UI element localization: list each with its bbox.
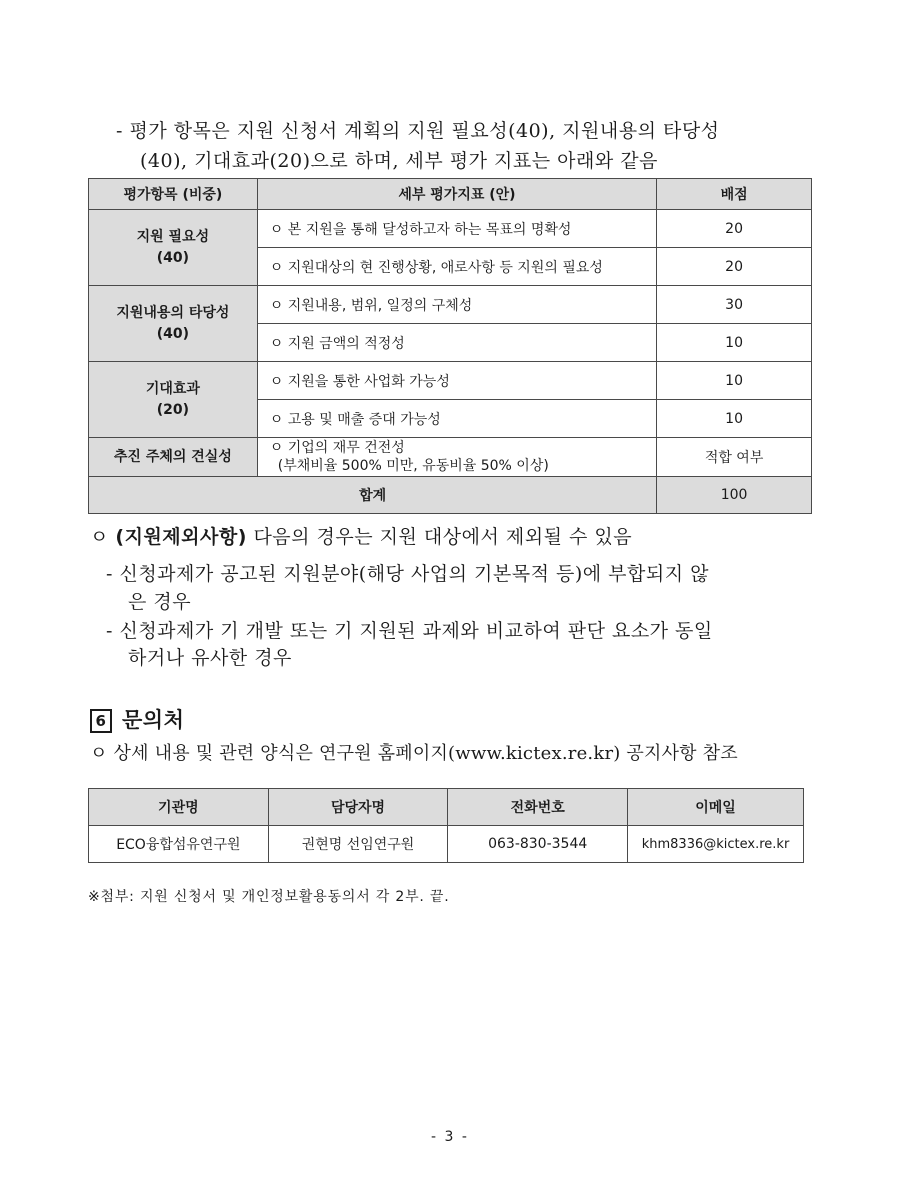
eval-indicator: ㅇ 지원을 통한 사업화 가능성 <box>257 362 656 400</box>
exclusion-item-2-line-1: - 신청과제가 기 개발 또는 기 지원된 과제와 비교하여 판단 요소가 동일 <box>106 620 713 642</box>
eval-indicator: ㅇ 지원대상의 현 진행상황, 애로사항 등 지원의 필요성 <box>257 248 656 286</box>
eval-score: 적합 여부 <box>657 438 812 477</box>
table-row <box>89 210 812 248</box>
contact-phone: 063-830-3544 <box>448 826 628 863</box>
eval-total-row <box>89 477 812 514</box>
page-number: - 3 - <box>431 1129 469 1145</box>
exclusion-heading <box>90 524 632 550</box>
eval-indicator: ㅇ 지원 금액의 적정성 <box>257 324 656 362</box>
evaluation-table <box>88 178 812 514</box>
eval-score: 30 <box>657 286 812 324</box>
eval-category-cell <box>89 286 258 362</box>
eval-category-weight: (40) <box>156 249 190 266</box>
eval-total-score: 100 <box>657 477 812 514</box>
eval-category-weight: (20) <box>156 401 190 418</box>
contact-header-person: 담당자명 <box>268 789 448 826</box>
eval-total-label: 합계 <box>89 477 657 514</box>
contact-email: khm8336@kictex.re.kr <box>628 826 804 863</box>
contact-org: ECO융합섬유연구원 <box>89 826 269 863</box>
exclusion-item-2-line-2: 하거나 유사한 경우 <box>128 647 292 669</box>
intro-line-1: - 평가 항목은 지원 신청서 계획의 지원 필요성(40), 지원내용의 타당성 <box>116 120 720 142</box>
contact-info-line: ㅇ 상세 내용 및 관련 양식은 연구원 홈페이지(www.kictex.re.kr) 공지사항 참조 <box>90 743 738 764</box>
eval-category-cell <box>89 210 258 286</box>
intro-line-2: (40), 기대효과(20)으로 하며, 세부 평가 지표는 아래와 같음 <box>140 150 658 172</box>
exclusion-title: (지원제외사항) <box>115 526 247 548</box>
contact-table <box>88 788 804 863</box>
eval-header-category: 평가항목 (비중) <box>89 179 258 210</box>
eval-category-name: 지원 필요성 <box>136 228 210 245</box>
exclusion-item-1-line-1: - 신청과제가 공고된 지원분야(해당 사업의 기본목적 등)에 부합되지 않 <box>106 563 709 585</box>
eval-header-indicator: 세부 평가지표 (안) <box>257 179 656 210</box>
table-row <box>89 286 812 324</box>
attachment-note: ※첨부: 지원 신청서 및 개인정보활용동의서 각 2부. 끝. <box>88 889 450 905</box>
section-6-heading <box>90 707 184 733</box>
contact-person: 권현명 선임연구원 <box>268 826 448 863</box>
eval-indicator-sub: (부채비율 500% 미만, 유동비율 50% 이상) <box>277 458 549 474</box>
eval-indicator <box>257 438 656 477</box>
eval-category-weight: (40) <box>156 325 190 342</box>
contact-header-org: 기관명 <box>89 789 269 826</box>
eval-category-cell <box>89 362 258 438</box>
eval-score: 20 <box>657 210 812 248</box>
eval-indicator: ㅇ 지원내용, 범위, 일정의 구체성 <box>257 286 656 324</box>
eval-header-row <box>89 179 812 210</box>
contact-header-row <box>89 789 804 826</box>
contact-header-phone: 전화번호 <box>448 789 628 826</box>
eval-score: 20 <box>657 248 812 286</box>
eval-category-name: 기대효과 <box>145 380 200 397</box>
exclusion-text: 다음의 경우는 지원 대상에서 제외될 수 있음 <box>253 526 633 548</box>
eval-category-cell <box>89 438 258 477</box>
eval-category-name: 지원내용의 타당성 <box>116 304 230 321</box>
exclusion-item-1-line-2: 은 경우 <box>128 591 192 613</box>
eval-category-name: 추진 주체의 견실성 <box>113 448 232 465</box>
eval-score: 10 <box>657 324 812 362</box>
section-6-title: 문의처 <box>122 708 185 732</box>
table-row <box>89 826 804 863</box>
eval-score: 10 <box>657 362 812 400</box>
section-number-box: 6 <box>90 709 112 733</box>
contact-header-email: 이메일 <box>628 789 804 826</box>
eval-indicator: ㅇ 본 지원을 통해 달성하고자 하는 목표의 명확성 <box>257 210 656 248</box>
table-row <box>89 438 812 477</box>
table-row <box>89 362 812 400</box>
exclusion-bullet: ㅇ <box>90 526 109 548</box>
eval-header-score: 배점 <box>657 179 812 210</box>
eval-score: 10 <box>657 400 812 438</box>
eval-indicator: ㅇ 고용 및 매출 증대 가능성 <box>257 400 656 438</box>
eval-indicator-main: ㅇ 기업의 재무 건전성 <box>269 440 405 456</box>
